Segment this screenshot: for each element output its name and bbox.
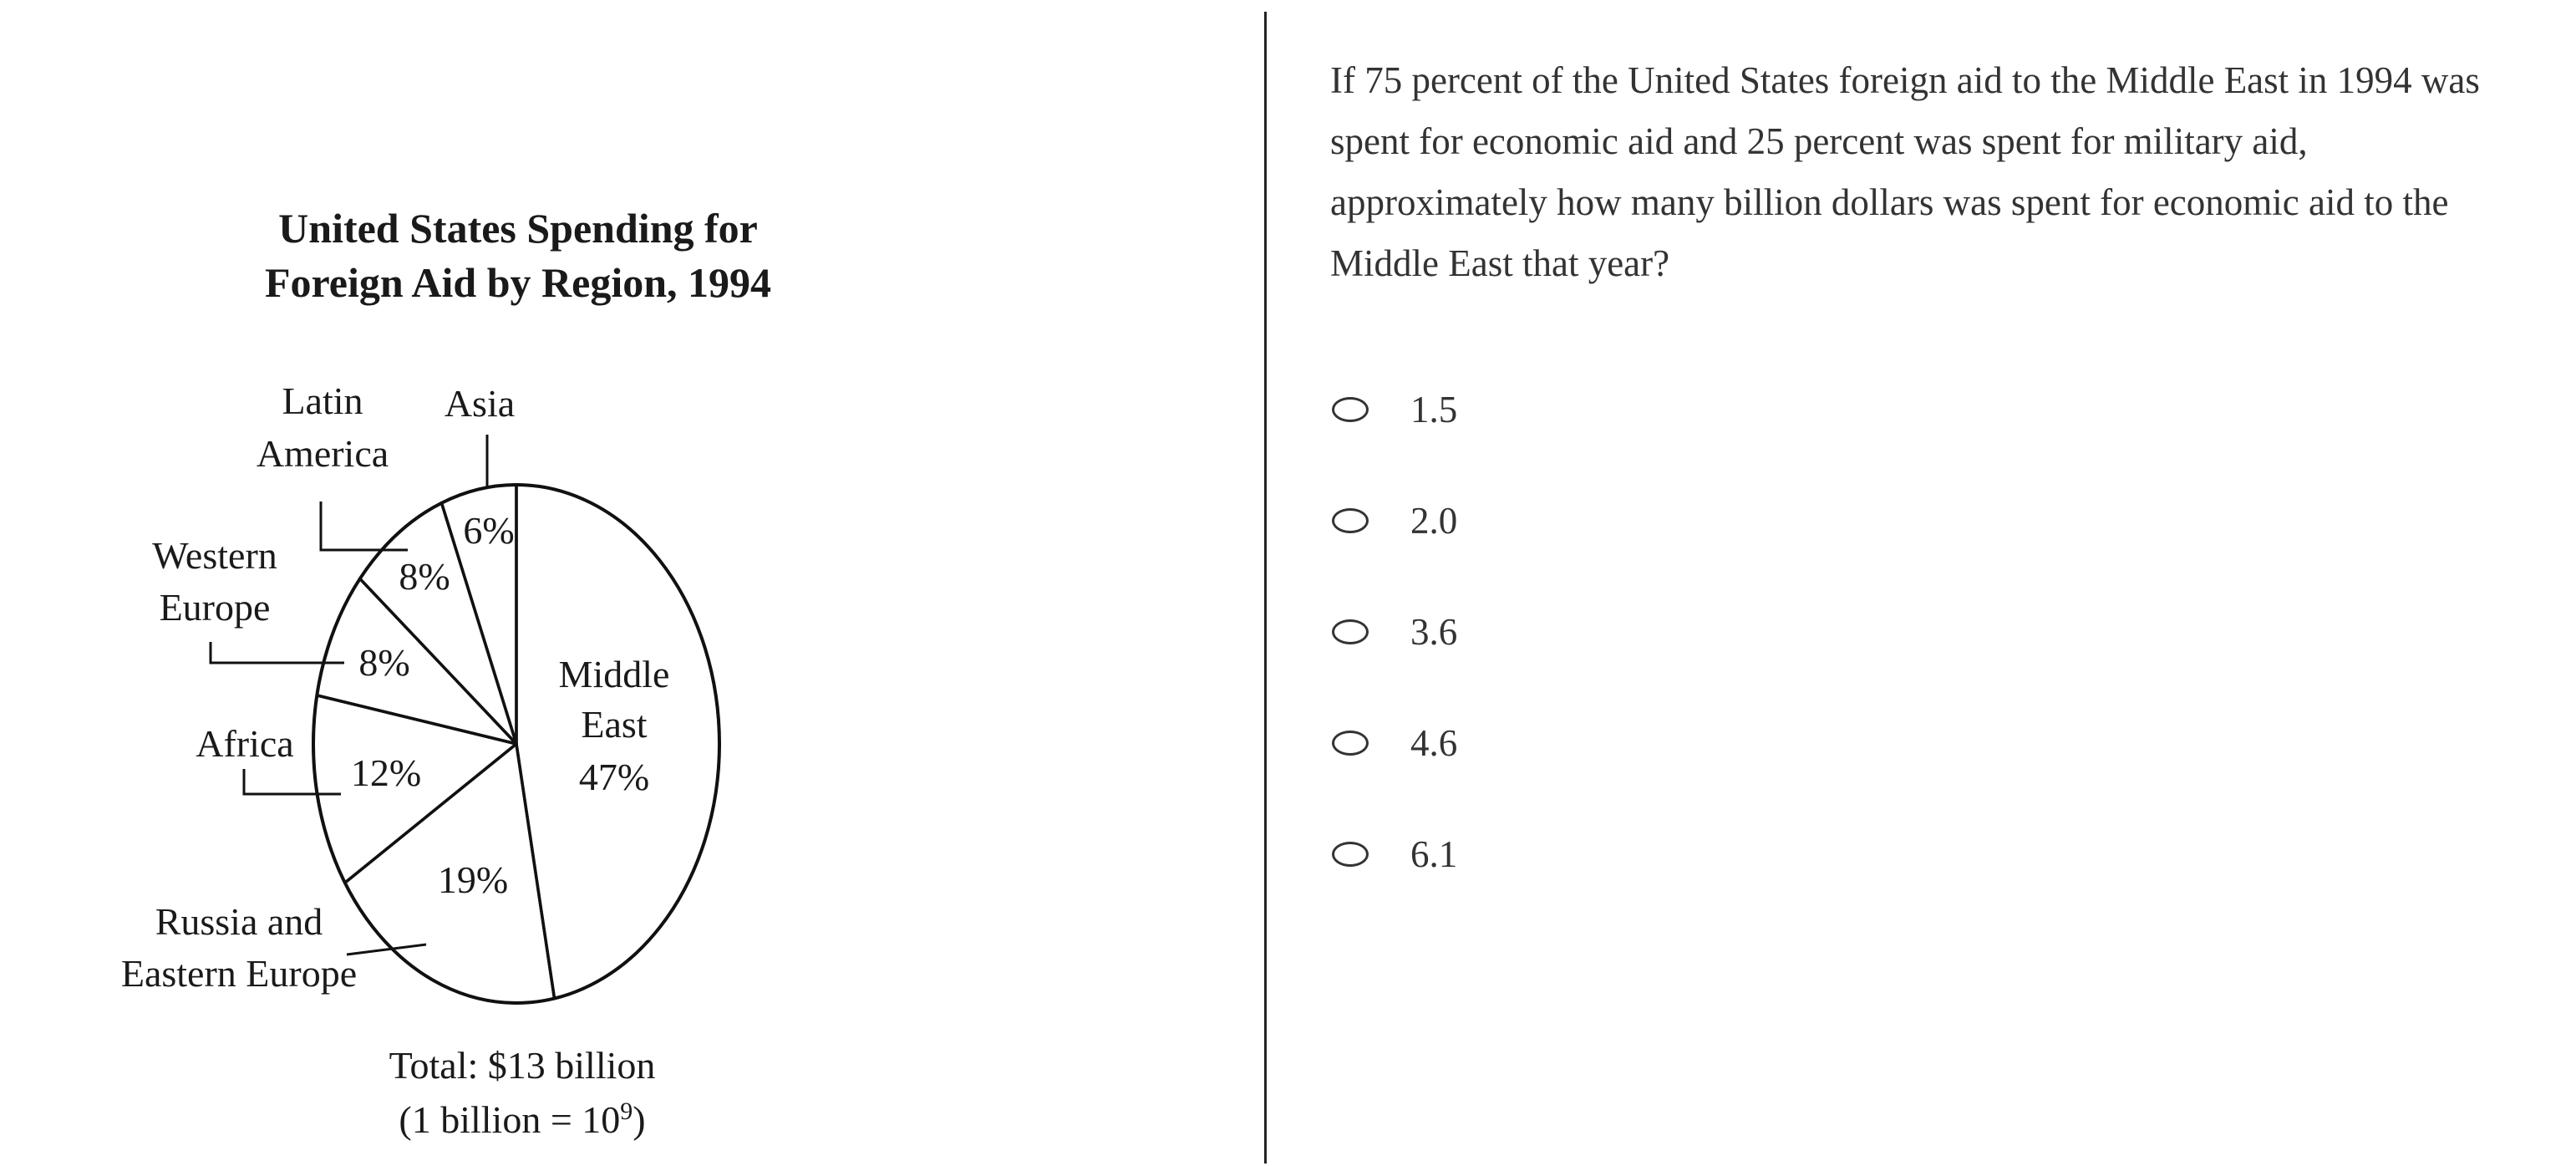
answer-choice-1[interactable]	[1330, 354, 1457, 465]
pct-western-europe: 8%	[358, 641, 410, 684]
total-line2-sup: 9	[620, 1097, 633, 1125]
chart-title-line2: Foreign Aid by Region, 1994	[264, 259, 772, 306]
label-latin-america-line1: Latin	[282, 379, 363, 422]
answer-choice-4[interactable]	[1330, 687, 1457, 798]
label-russia-line2: Eastern Europe	[120, 952, 358, 995]
radio-button-icon[interactable]	[1332, 508, 1369, 533]
label-western-europe-line2: Europe	[159, 586, 271, 629]
total-line2-prefix: (1 billion = 10	[399, 1098, 621, 1141]
label-western-europe-line1: Western	[152, 534, 277, 577]
answer-choice-label: 3.6	[1410, 610, 1458, 653]
pct-africa: 12%	[350, 751, 422, 794]
answer-choice-label: 1.5	[1410, 388, 1458, 430]
figure-panel	[0, 0, 1262, 1166]
total-line2-suffix: )	[633, 1098, 646, 1141]
pct-middle-east: 47%	[578, 756, 650, 798]
label-middle-east-line2: East	[581, 703, 648, 746]
question-text: If 75 percent of the United States foreign aid to the Middle East in 1994 was spent for economic aid and 25 percent was spent for military aid, approximately how many billion dollars was spent for economic aid to the Middle East that year?	[1330, 59, 2480, 284]
pct-russia: 19%	[437, 858, 509, 901]
answer-choice-label: 2.0	[1410, 499, 1458, 542]
total-line1: Total: $13 billion	[389, 1044, 656, 1087]
answer-choice-3[interactable]	[1330, 576, 1457, 687]
label-asia: Asia	[444, 382, 516, 425]
pie-slices	[313, 485, 719, 1003]
answer-choice-label: 4.6	[1410, 721, 1458, 764]
label-africa: Africa	[196, 722, 294, 765]
radio-button-icon[interactable]	[1332, 842, 1369, 867]
answer-choices	[1330, 354, 1457, 909]
answer-choice-5[interactable]	[1330, 798, 1457, 909]
answer-choice-2[interactable]	[1330, 465, 1457, 576]
chart-title-line1: United States Spending for	[278, 205, 758, 252]
radio-button-icon[interactable]	[1332, 397, 1369, 422]
pie-chart	[0, 0, 1262, 1166]
pct-latin-america: 8%	[399, 555, 450, 598]
pct-asia: 6%	[463, 509, 515, 552]
label-latin-america-line2: America	[256, 432, 389, 475]
label-middle-east-line1: Middle	[558, 653, 670, 695]
question-panel	[1330, 50, 2517, 875]
answer-choice-label: 6.1	[1410, 832, 1458, 875]
label-russia-line1: Russia and	[155, 900, 323, 943]
total-line2	[399, 1097, 645, 1142]
radio-button-icon[interactable]	[1332, 619, 1369, 644]
radio-button-icon[interactable]	[1332, 731, 1369, 756]
panel-divider	[1264, 12, 1267, 1163]
